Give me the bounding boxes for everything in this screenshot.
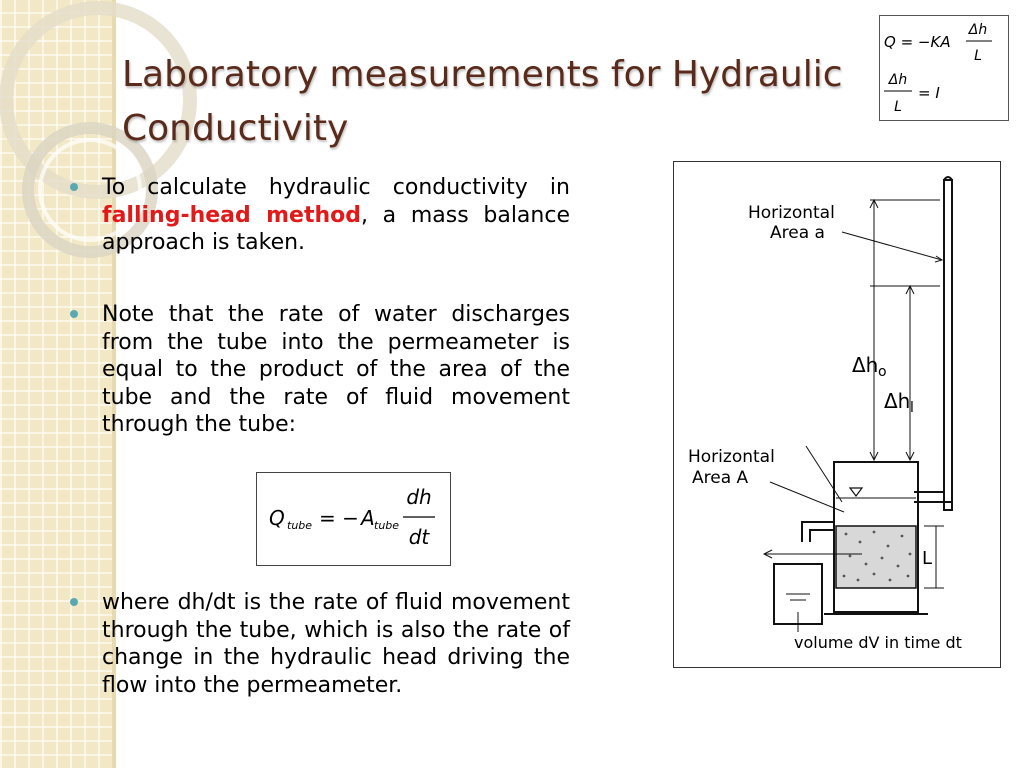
permeameter-drawing — [674, 162, 1000, 667]
label-horizontal-A: Horizontal — [688, 447, 775, 467]
eq-a-sub: tube — [374, 519, 400, 532]
label-length: L — [922, 548, 933, 569]
bullet-dot — [70, 598, 78, 606]
formula-den: L — [974, 48, 982, 64]
label-delta-h1: Δh — [884, 389, 911, 413]
eq-q: Q — [269, 506, 285, 530]
equation — [257, 473, 450, 565]
bullet-dot — [70, 310, 78, 318]
label-horizontal-a: Horizontal — [748, 203, 835, 223]
bullet-2 — [102, 301, 570, 439]
bullet-3-text: where dh/dt is the rate of fluid movement through the tube, which is also the rate of change in the hydraulic head driving the flow into the permeameter. — [102, 590, 570, 698]
equation-box — [256, 472, 451, 566]
eq-q-sub: tube — [287, 519, 313, 532]
bullet-1-text-a: To calculate hydraulic conductivity in — [102, 175, 570, 200]
top-formula — [880, 16, 1008, 120]
eq-sign: = − — [319, 506, 359, 530]
formula2-right: = I — [918, 84, 940, 102]
bullet-1-text-b: , a mass balance approach is taken. — [102, 202, 570, 255]
bullet-3 — [102, 589, 570, 699]
formula2-den: L — [894, 99, 902, 115]
bullet-1 — [102, 174, 570, 257]
label-area-a: Area a — [770, 223, 825, 243]
eq-num: dh — [406, 485, 432, 509]
slide-title: Laboratory measurements for Hydraulic Conductivity — [122, 54, 843, 149]
label-delta-h0-sub: o — [878, 364, 887, 380]
bullet-dot — [70, 183, 78, 191]
eq-den: dt — [408, 525, 430, 549]
permeameter-diagram — [673, 161, 1001, 668]
label-delta-h0: Δh — [852, 353, 879, 377]
top-formula-box — [879, 15, 1009, 121]
label-area-A: Area A — [692, 468, 749, 488]
eq-a: A — [361, 506, 375, 530]
label-delta-h1-sub: l — [910, 400, 914, 416]
formula-left: Q = −KA — [884, 33, 951, 51]
formula-num: Δh — [968, 22, 988, 38]
bullet-1-highlight: falling-head method — [102, 202, 361, 228]
label-volume: volume dV in time dt — [794, 633, 962, 652]
formula2-num: Δh — [888, 72, 908, 88]
bullet-2-text: Note that the rate of water discharges from the tube into the permeameter is equal to the product of the area of the tube and the rate of fluid movement through the tube: — [102, 302, 570, 437]
